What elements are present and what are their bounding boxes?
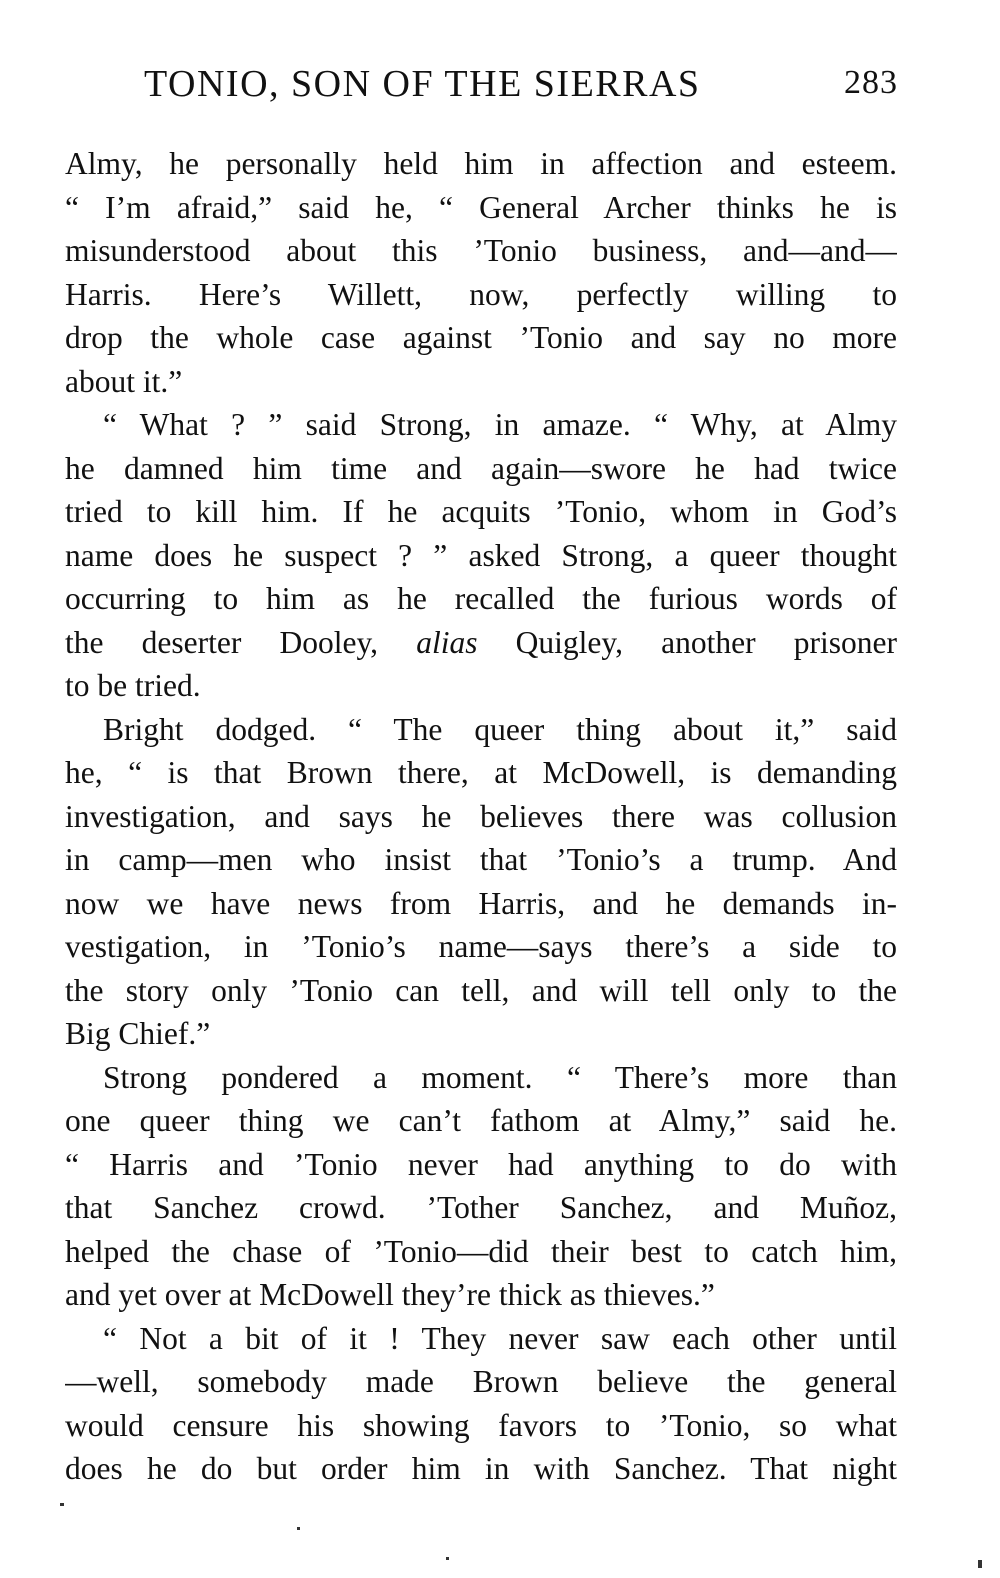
running-title: TONIO, SON OF THE SIERRAS <box>144 63 701 105</box>
text-line: investigation, and says he believes there was collusion <box>65 798 897 834</box>
text-line: would censure his showing favors to ’Tonio, so what <box>65 1407 897 1443</box>
paragraph <box>65 403 897 708</box>
text-line: he damned him time and again—swore he had twice <box>65 450 897 486</box>
italic-word: alias <box>416 624 478 660</box>
text-line: Harris. Here’s Willett, now, perfectly willing to <box>65 276 897 312</box>
text-line: one queer thing we can’t fathom at Almy,” said he. <box>65 1103 897 1138</box>
text-line: name does he suspect ? ” asked Strong, a queer thought <box>65 537 897 573</box>
text-line: he, “ is that Brown there, at McDowell, is demanding <box>65 755 897 790</box>
text-line: vestigation, in ’Tonio’s name—says there’s a side to <box>65 929 897 964</box>
scan-speck <box>978 1560 982 1568</box>
paragraph <box>65 142 897 403</box>
page-header <box>62 62 898 110</box>
text-line: tried to kill him. If he acquits ’Tonio, whom in God’s <box>65 494 897 529</box>
text-line: in camp—men who insist that ’Tonio’s a trump. And <box>65 842 897 877</box>
text-line: Big Chief.” <box>65 1016 211 1051</box>
text-line: to be tried. <box>65 668 201 703</box>
text-line: helped the chase of ’Tonio—did their best to catch him, <box>65 1233 897 1269</box>
text-line: “ What ? ” said Strong, in amaze. “ Why, at Almy <box>103 407 897 442</box>
text-line: Strong pondered a moment. “ There’s more than <box>103 1059 897 1095</box>
text-line: the deserter Dooley, alias Quigley, another prisoner <box>65 624 897 660</box>
text-line: about it.” <box>65 363 183 399</box>
text-line: that Sanchez crowd. ’Tother Sanchez, and Muñoz, <box>65 1190 897 1225</box>
scan-speck <box>297 1527 300 1530</box>
page-number: 283 <box>844 64 898 101</box>
paragraph <box>65 708 897 1056</box>
text-line: now we have news from Harris, and he demands in- <box>65 885 897 921</box>
text-line: occurring to him as he recalled the furious words of <box>65 581 897 616</box>
text-line: does he do but order him in with Sanchez. That night <box>65 1451 897 1486</box>
paragraph <box>65 1056 897 1317</box>
text-line: “ Not a bit of it ! They never saw each other until <box>103 1320 897 1356</box>
scan-speck <box>60 1503 64 1506</box>
text-line: “ Harris and ’Tonio never had anything to do with <box>65 1146 897 1182</box>
paragraph <box>65 1317 897 1491</box>
text-line: misunderstood about this ’Tonio business, and—and— <box>65 233 897 268</box>
text-line: and yet over at McDowell they’re thick as thieves.” <box>65 1277 715 1312</box>
text-line: —well, somebody made Brown believe the general <box>65 1364 897 1399</box>
text-line: the story only ’Tonio can tell, and will tell only to the <box>65 972 897 1008</box>
text-line: “ I’m afraid,” said he, “ General Archer thinks he is <box>65 189 897 225</box>
page-body <box>65 142 897 1491</box>
text-line: drop the whole case against ’Tonio and say no more <box>65 320 897 355</box>
text-line: Bright dodged. “ The queer thing about it,” said <box>103 711 897 747</box>
scan-speck <box>446 1557 449 1560</box>
text-line: Almy, he personally held him in affection and esteem. <box>65 146 897 181</box>
